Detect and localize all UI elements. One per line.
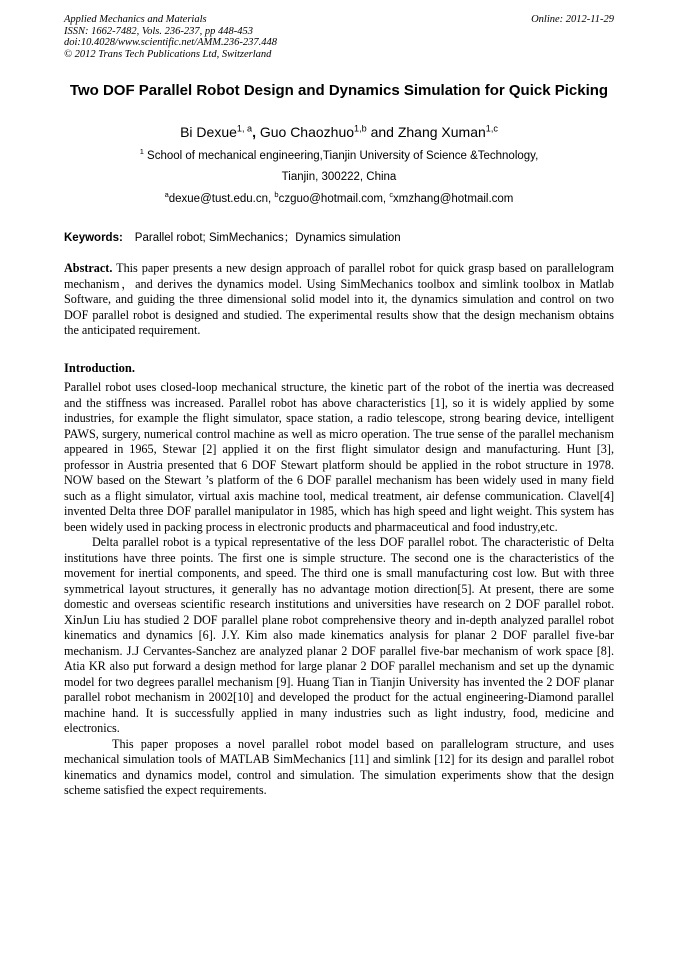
keywords-text: Parallel robot; SimMechanics；Dynamics simulation [134,232,401,244]
email-link: xmzhang@hotmail.com [393,193,514,205]
paper-title: Two DOF Parallel Robot Design and Dynamics Simulation for Quick Picking [69,82,609,99]
section-heading: Introduction. [64,361,135,375]
author-sup: 1, a [236,123,253,134]
abstract-text: This paper presents a new design approach of parallel robot for quick grasp based on parallelogram mechanism，and derives the dynamics model. Using SimMechanics toolbox and simlink toolbox in Matlab Software, and guiding the three dimensional solid model into it, the dynamics simulation and control on two DOF parallel robot is designed and studied. The experimental results show that the design mechanism obtains the anticipated requirement. [64,261,614,337]
keywords-label: Keywords: [64,232,123,244]
author-list [64,124,614,140]
doi-line: doi:10.4028/www.scientific.net/AMM.236-237.448 [64,37,277,48]
abstract [64,261,614,339]
copyright-line: © 2012 Trans Tech Publications Ltd, Switzerland [64,48,272,60]
journal-header [64,14,614,60]
paragraph: This paper proposes a novel parallel robot model based on parallelogram structure, and uses mechanical simulation tools of MATLAB SimMechanics [11] and simlink [12] for its design and parallel robot kinematics and dynamics model, control and simulation. The simulation experiments show that the design scheme satisfied the expect requirements. [64,736,614,797]
author-sup: 1,c [485,123,498,134]
journal-name: Applied Mechanics and Materials [64,14,207,25]
online-date: Online: 2012-11-29 [531,14,614,25]
paragraph: Parallel robot uses closed-loop mechanical structure, the kinetic part of the robot of the inertia was decreased and the stiffness was increased. Parallel robot has above characteristics [1], so it is widely applied by some industries, for example the flight simulator, space station, a radio telescope, strong bearing device, intelligent PAWS, surgery, numerical control machine as well as micro operation. The true sense of the parallel mechanism appeared in 1965, Stewar [2] applied it on the first flight simulator design and manufacturing. Hunt [3], professor in Austria presented that 6 DOF Stewart platform should be applied in the robot structure in 1978. NOW based on the Stewart ’s platform of the 6 DOF parallel mechanism has been widely used in many field such as a flight simulator, virtual axis machine tool, medical treatment, air defense communication. Clavel[4] invented Delta three DOF parallel manipulator in 1985, which has high speed and light weight. This system has been widely used in packing process in electronic products and pharmaceutical and food industry,etc. [64,380,614,534]
author-name: Guo Chaozhuo [255,124,355,140]
issn-line: ISSN: 1662-7482, Vols. 236-237, pp 448-453 [64,25,253,37]
keywords [64,229,401,245]
affiliation-text: School of mechanical engineering,Tianjin University of Science &Technology, [143,150,539,162]
email-link: czguo@hotmail.com, [278,193,390,205]
author-separator: , [252,124,256,140]
email-line [64,190,614,205]
author-sup: 1,b [354,123,367,134]
email-sup: a [164,190,169,200]
affiliation-line-1 [64,147,614,162]
affiliation-sup: 1 [139,147,144,157]
affiliation-line-2: Tianjin, 300222, China [281,171,397,183]
email-link: dexue@tust.edu.cn, [168,193,275,205]
paragraph: Delta parallel robot is a typical representative of the less DOF parallel robot. The characteristic of Delta institutions have three points. The first one is simple structure. The second one is the characteristics of the movement for inertial components, and speed. The third one is small manufacturing cost low. But with three symmetrical layout structures, it generally has no advantage motion direction[5]. At present, there are some domestic and overseas scientific research institutions and universities have research on 2 DOF parallel robot. XinJun Liu has studied 2 DOF parallel plane robot comprehensive theory and in-depth analyzed parallel robot kinematics and dynamics [6]. J.Y. Kim also made kinematics analysis for planar 2 DOF parallel five-bar mechanism. J.J Cervantes-Sanchez are analyzed planar 2 DOF parallel five-bar mechanism of work space [8]. Atia KR also put forward a design method for large planar 2 DOF parallel mechanism and set up the dynamic model for two degrees parallel mechanism [9]. Huang Tian in Tianjin University has invented the 2 DOF planar parallel robot mechanism in 2002[10] and developed the product for the actual engineering-Diamond parallel machine hand. It is successfully applied in many industries such as light industry, food, medicine and electronics. [64,535,614,735]
author-name: Bi Dexue [180,124,237,140]
author-name: and Zhang Xuman [366,124,486,140]
introduction-body [64,380,614,799]
email-sup: c [389,190,394,200]
abstract-label: Abstract. [64,261,113,275]
email-sup: b [274,190,279,200]
